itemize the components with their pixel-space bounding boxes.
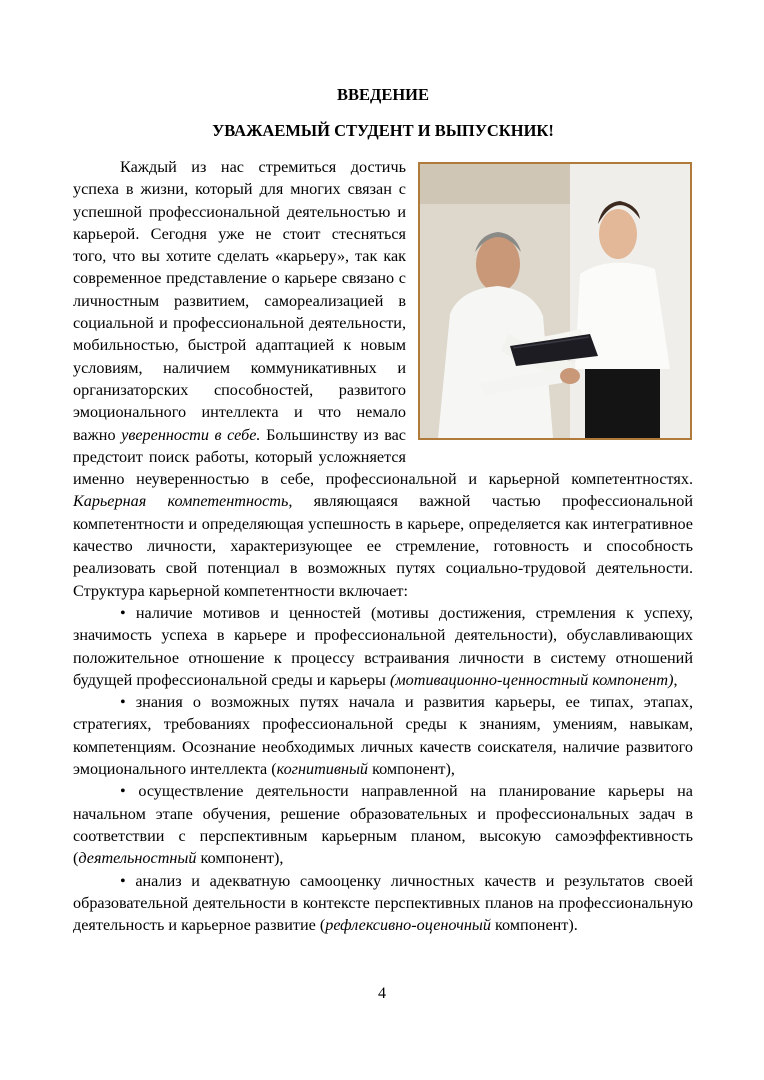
intro-text-3: являющаяся важной частью профессиональной компетентности и определяющая успешность в карьере, определяется как интегративное качество личности, характеризующее ее стремление, готовность и способность реализовать свой потенциал в возможных путях социально-трудовой деятельности. Структура карьерной компетентности включает: xyxy=(73,492,693,600)
list-item-text: наличие мотивов и ценностей (мотивы достижения, стремления к успеху, значимость успеха в карьере и профессиональной деятельности), обуславливающих положительное отношение к процессу встраивания личности в систему отношений будущей профессиональной среды и карьеры xyxy=(73,603,693,689)
list-item xyxy=(73,691,693,780)
intro-text-1: Каждый из нас стремиться достичь успеха в жизни, который для многих связан с успешной профессиональной деятельностью и карьерой. Сегодня уже не стоит стесняться того, что вы хотите сделать «карьеру», так как современное представление о карьере связано с личностным развитием, самореализацией в социальной и профессиональной деятельности, мобильностью, быстрой адаптацией к новым условиям, наличием коммуникативных и организаторских способностей, развитого эмоционального интеллекта и что немало важно xyxy=(73,158,406,444)
intro-text-2: Большинству из вас предстоит поиск работы, который усложняется именно неуверенностью в себе, профессиональной и карьерной компетентностях. xyxy=(73,425,693,489)
bullet-icon: • xyxy=(120,603,126,622)
diploma-ceremony-photo xyxy=(418,162,692,440)
list-item xyxy=(73,602,693,691)
list-item-tail: компонент), xyxy=(196,849,284,868)
list-item-italic: когнитивный xyxy=(276,760,369,779)
list-item-tail: компонент), xyxy=(368,760,455,779)
bullet-icon: • xyxy=(120,693,126,712)
list-item-italic: рефлексивно-оценочный xyxy=(325,916,491,935)
page-number: 4 xyxy=(378,985,386,1002)
list-item-text: анализ и адекватную самооценку личностных качеств и результатов своей образовательной деятельности в контексте перспективных планов на профессиональную деятельность и карьерное развитие ( xyxy=(73,871,693,935)
document-page xyxy=(73,84,693,936)
bullet-icon: • xyxy=(120,782,126,801)
list-item xyxy=(73,780,693,869)
list-item-tail: компонент). xyxy=(490,916,578,935)
list-item xyxy=(73,870,693,937)
photo-illustration-icon xyxy=(420,164,690,438)
list-item-text: осуществление деятельности направленной на планирование карьеры на начальном этапе обучения, решение образовательных и профессиональных задач в соответствии с перспективным карьерным планом, высокую самоэффективность ( xyxy=(73,782,693,868)
intro-italic-1: уверенности в себе. xyxy=(121,425,261,444)
page-title: ВВЕДЕНИЕ xyxy=(336,85,430,104)
page-subtitle: УВАЖАЕМЫЙ СТУДЕНТ И ВЫПУСКНИК! xyxy=(212,121,554,140)
intro-italic-2: Карьерная компетентность, xyxy=(73,492,293,511)
list-item-tail: , xyxy=(673,670,678,689)
list-item-text: знания о возможных путях начала и развития карьеры, ее типах, этапах, стратегиях, требованиях профессиональной среды к знаниям, умениям, навыкам, компетенциям. Осознание необходимых личных качеств соискателя, наличие развитого эмоционального интеллекта ( xyxy=(73,693,693,779)
list-item-italic: (мотивационно-ценностный компонент) xyxy=(389,670,674,689)
list-item-italic: деятельностный xyxy=(78,849,197,868)
bullet-icon: • xyxy=(120,871,126,890)
